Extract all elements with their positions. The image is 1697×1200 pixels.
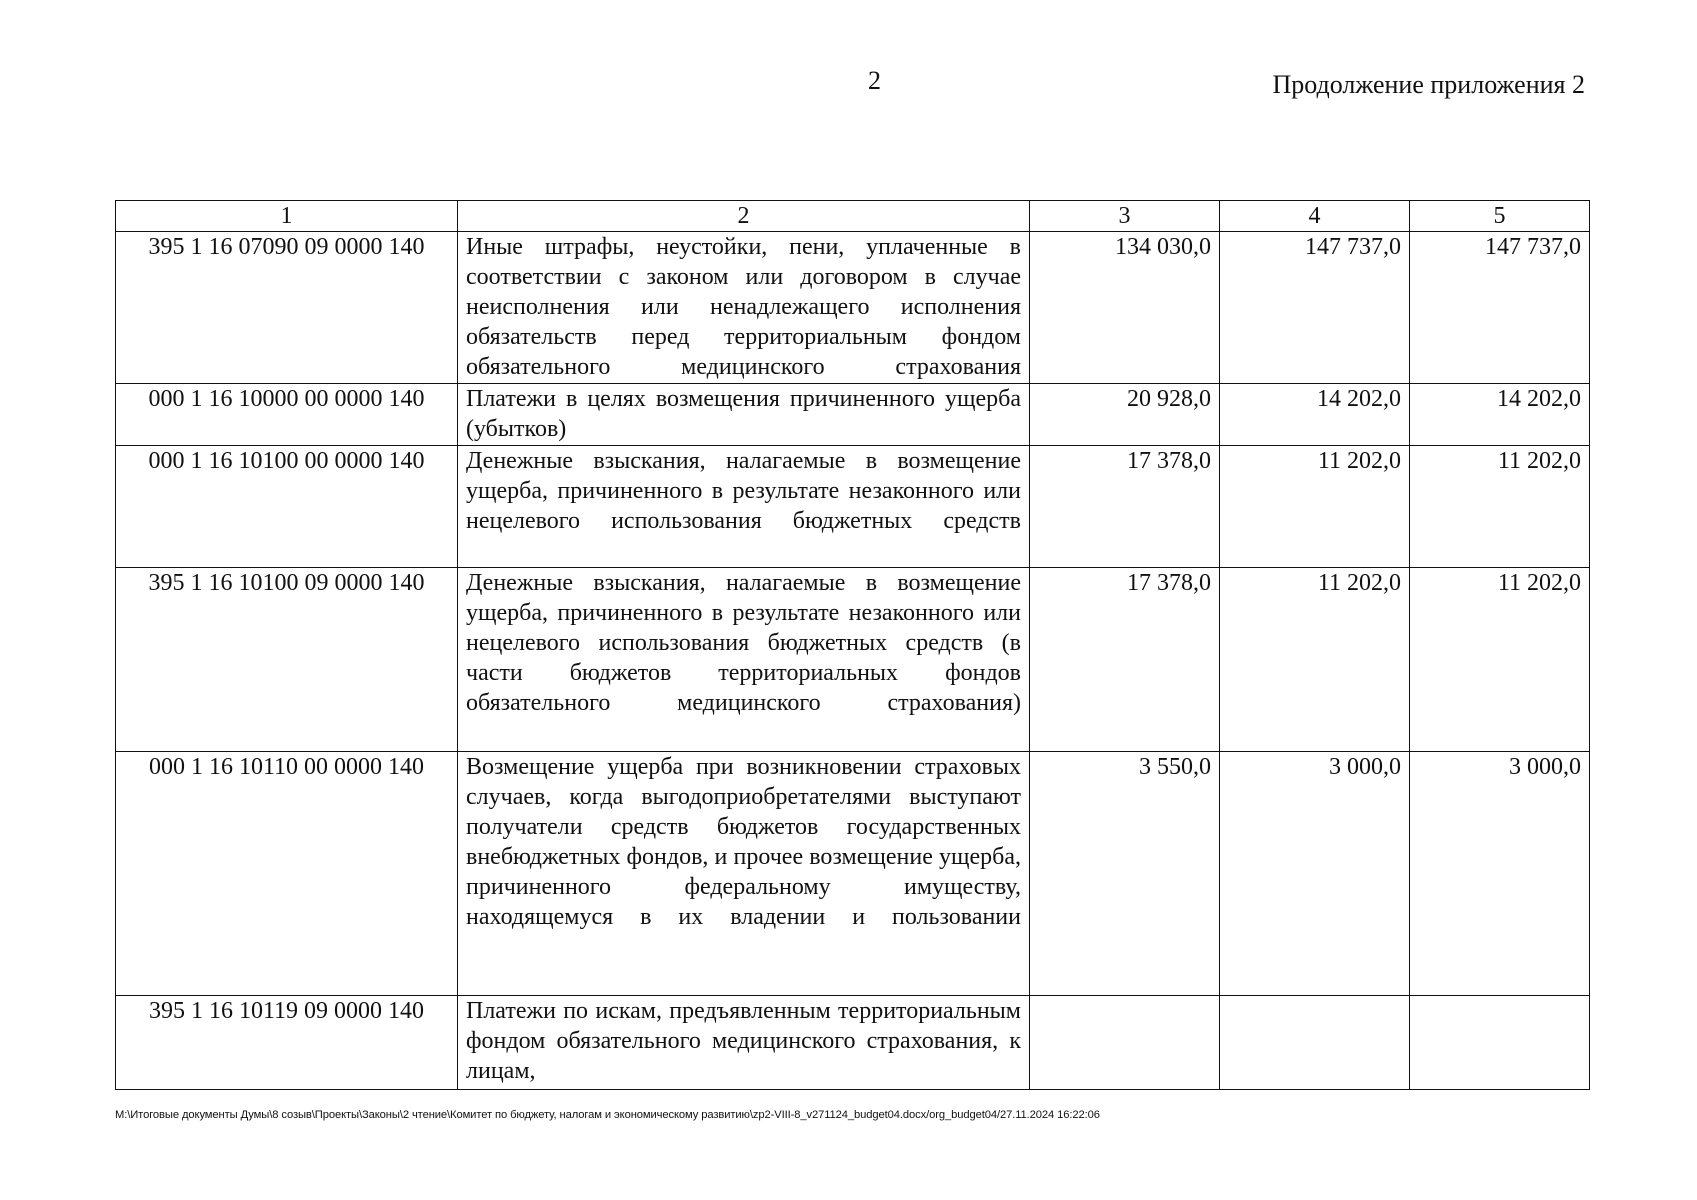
value-col5: 11 202,0 (1410, 446, 1590, 568)
budget-code: 395 1 16 10119 09 0000 140 (116, 996, 458, 1090)
table-row (116, 446, 1590, 568)
row-description: Иные штрафы, неустойки, пени, уплаченные в соответствии с законом или договором в случае неисполнения или ненадлежащего исполнения обязательств перед территориальным фондом обязательного медицинского страхования (458, 232, 1030, 384)
value-col4 (1220, 996, 1410, 1090)
value-col5: 147 737,0 (1410, 232, 1590, 384)
page-number: 2 (868, 66, 881, 95)
value-col3: 17 378,0 (1030, 446, 1220, 568)
value-col5: 14 202,0 (1410, 384, 1590, 446)
table-row (116, 996, 1590, 1090)
budget-code: 395 1 16 10100 09 0000 140 (116, 568, 458, 752)
column-header-2: 2 (458, 201, 1030, 232)
row-description: Платежи в целях возмещения причиненного ущерба (убытков) (458, 384, 1030, 446)
budget-code: 000 1 16 10110 00 0000 140 (116, 752, 458, 996)
row-description: Платежи по искам, предъявленным территориальным фондом обязательного медицинского страхования, к лицам, (458, 996, 1030, 1090)
value-col3: 3 550,0 (1030, 752, 1220, 996)
table-row (116, 232, 1590, 384)
table-header-row (116, 201, 1590, 232)
table-row (116, 384, 1590, 446)
document-path-footer: M:\Итоговые документы Думы\8 созыв\Проекты\Законы\2 чтение\Комитет по бюджету, налогам и экономическому развитию\zp2-VIII-8_v271124_budget04.docx/org_budget04/27.11.2024 16:22:06 (115, 1109, 1100, 1121)
value-col3: 20 928,0 (1030, 384, 1220, 446)
value-col4: 147 737,0 (1220, 232, 1410, 384)
table-row (116, 752, 1590, 996)
budget-table (115, 200, 1590, 1090)
value-col5: 11 202,0 (1410, 568, 1590, 752)
column-header-1: 1 (116, 201, 458, 232)
value-col4: 11 202,0 (1220, 446, 1410, 568)
value-col4: 3 000,0 (1220, 752, 1410, 996)
budget-code: 000 1 16 10100 00 0000 140 (116, 446, 458, 568)
value-col4: 14 202,0 (1220, 384, 1410, 446)
value-col3: 134 030,0 (1030, 232, 1220, 384)
column-header-5: 5 (1410, 201, 1590, 232)
budget-code: 395 1 16 07090 09 0000 140 (116, 232, 458, 384)
value-col3: 17 378,0 (1030, 568, 1220, 752)
table-row (116, 568, 1590, 752)
value-col3 (1030, 996, 1220, 1090)
value-col4: 11 202,0 (1220, 568, 1410, 752)
annex-caption: Продолжение приложения 2 (1272, 70, 1585, 99)
column-header-3: 3 (1030, 201, 1220, 232)
value-col5: 3 000,0 (1410, 752, 1590, 996)
budget-code: 000 1 16 10000 00 0000 140 (116, 384, 458, 446)
row-description: Возмещение ущерба при возникновении страховых случаев, когда выгодоприобретателями выступают получатели средств бюджетов государственных внебюджетных фондов, и прочее возмещение ущерба, причиненного федеральному имуществу, находящемуся в их владении и пользовании (458, 752, 1030, 996)
value-col5 (1410, 996, 1590, 1090)
row-description: Денежные взыскания, налагаемые в возмещение ущерба, причиненного в результате незаконного или нецелевого использования бюджетных средств (458, 446, 1030, 568)
column-header-4: 4 (1220, 201, 1410, 232)
row-description: Денежные взыскания, налагаемые в возмещение ущерба, причиненного в результате незаконного или нецелевого использования бюджетных средств (в части бюджетов территориальных фондов обязательного медицинского страхования) (458, 568, 1030, 752)
